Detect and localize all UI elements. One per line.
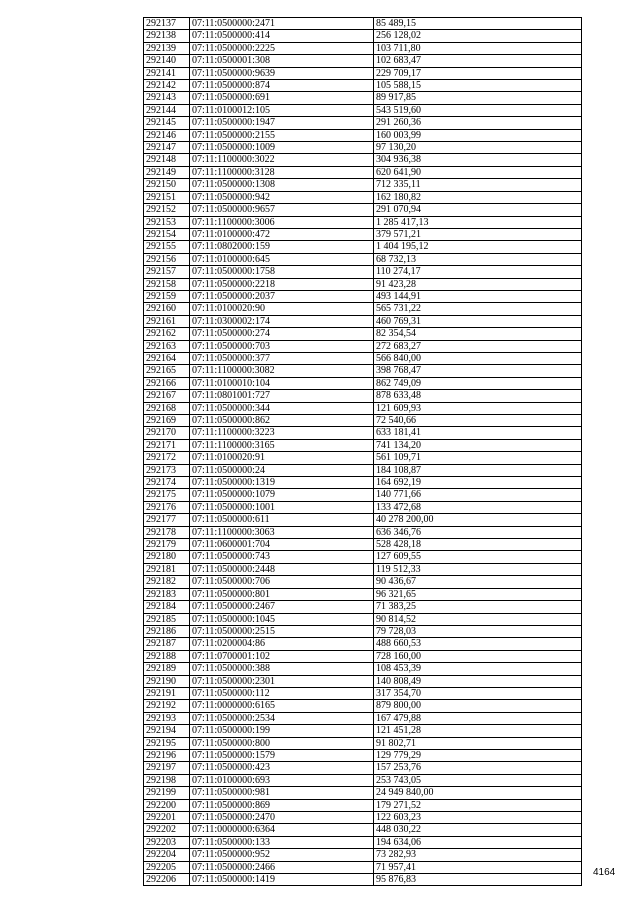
cadastral-number-cell: 07:11:0500000:2515 <box>190 625 374 637</box>
row-number-cell: 292187 <box>144 638 190 650</box>
value-cell: 253 743,05 <box>374 774 582 786</box>
value-cell: 129 779,29 <box>374 749 582 761</box>
row-number-cell: 292155 <box>144 241 190 253</box>
row-number-cell: 292176 <box>144 501 190 513</box>
value-cell: 79 728,03 <box>374 625 582 637</box>
table-row <box>144 874 582 886</box>
cadastral-number-cell: 07:11:1100000:3006 <box>190 216 374 228</box>
row-number-cell: 292200 <box>144 799 190 811</box>
cadastral-number-cell: 07:11:0600001:704 <box>190 539 374 551</box>
table-row <box>144 799 582 811</box>
cadastral-number-cell: 07:11:0500000:1045 <box>190 613 374 625</box>
value-cell: 24 949 840,00 <box>374 787 582 799</box>
table-row <box>144 439 582 451</box>
table-row <box>144 92 582 104</box>
value-cell: 878 633,48 <box>374 390 582 402</box>
value-cell: 448 030,22 <box>374 824 582 836</box>
cadastral-number-cell: 07:11:0500000:2534 <box>190 712 374 724</box>
value-cell: 184 108,87 <box>374 464 582 476</box>
table-row <box>144 812 582 824</box>
value-cell: 127 609,55 <box>374 551 582 563</box>
table-row <box>144 42 582 54</box>
row-number-cell: 292165 <box>144 365 190 377</box>
value-cell: 91 802,71 <box>374 737 582 749</box>
cadastral-number-cell: 07:11:0500000:942 <box>190 191 374 203</box>
cadastral-number-cell: 07:11:0300002:174 <box>190 315 374 327</box>
cadastral-number-cell: 07:11:0000000:6165 <box>190 700 374 712</box>
row-number-cell: 292204 <box>144 849 190 861</box>
cadastral-number-cell: 07:11:0700001:102 <box>190 650 374 662</box>
value-cell: 133 472,68 <box>374 501 582 513</box>
value-cell: 121 451,28 <box>374 725 582 737</box>
row-number-cell: 292142 <box>144 80 190 92</box>
table-row <box>144 328 582 340</box>
cadastral-number-cell: 07:11:0500000:1419 <box>190 874 374 886</box>
cadastral-number-cell: 07:11:0802000:159 <box>190 241 374 253</box>
table-row <box>144 700 582 712</box>
cadastral-number-cell: 07:11:0500000:9639 <box>190 67 374 79</box>
cadastral-number-cell: 07:11:0500000:2225 <box>190 42 374 54</box>
value-cell: 110 274,17 <box>374 266 582 278</box>
value-cell: 82 354,54 <box>374 328 582 340</box>
value-cell: 566 840,00 <box>374 352 582 364</box>
row-number-cell: 292145 <box>144 117 190 129</box>
cadastral-number-cell: 07:11:0500000:703 <box>190 340 374 352</box>
value-cell: 488 660,53 <box>374 638 582 650</box>
table-row <box>144 241 582 253</box>
value-cell: 229 709,17 <box>374 67 582 79</box>
value-cell: 95 876,83 <box>374 874 582 886</box>
value-cell: 73 282,93 <box>374 849 582 861</box>
row-number-cell: 292170 <box>144 427 190 439</box>
cadastral-number-cell: 07:11:0500000:9657 <box>190 204 374 216</box>
row-number-cell: 292153 <box>144 216 190 228</box>
table-row <box>144 80 582 92</box>
value-cell: 97 130,20 <box>374 142 582 154</box>
value-cell: 398 768,47 <box>374 365 582 377</box>
row-number-cell: 292202 <box>144 824 190 836</box>
value-cell: 493 144,91 <box>374 290 582 302</box>
cadastral-number-cell: 07:11:0500000:1579 <box>190 749 374 761</box>
table-row <box>144 452 582 464</box>
table-row <box>144 278 582 290</box>
table-row <box>144 129 582 141</box>
table-row <box>144 613 582 625</box>
row-number-cell: 292166 <box>144 377 190 389</box>
value-cell: 1 404 195,12 <box>374 241 582 253</box>
table-row <box>144 142 582 154</box>
cadastral-number-cell: 07:11:0500000:981 <box>190 787 374 799</box>
row-number-cell: 292168 <box>144 402 190 414</box>
row-number-cell: 292150 <box>144 179 190 191</box>
value-cell: 121 609,93 <box>374 402 582 414</box>
cadastral-number-cell: 07:11:0500000:1947 <box>190 117 374 129</box>
value-cell: 96 321,65 <box>374 588 582 600</box>
value-cell: 85 489,15 <box>374 18 582 30</box>
row-number-cell: 292177 <box>144 514 190 526</box>
table-row <box>144 588 582 600</box>
row-number-cell: 292201 <box>144 812 190 824</box>
cadastral-number-cell: 07:11:0500001:308 <box>190 55 374 67</box>
cadastral-number-cell: 07:11:0500000:1001 <box>190 501 374 513</box>
cadastral-number-cell: 07:11:0500000:2467 <box>190 601 374 613</box>
value-cell: 140 771,66 <box>374 489 582 501</box>
value-cell: 543 519,60 <box>374 104 582 116</box>
cadastral-number-cell: 07:11:0500000:24 <box>190 464 374 476</box>
row-number-cell: 292184 <box>144 601 190 613</box>
cadastral-number-cell: 07:11:1100000:3082 <box>190 365 374 377</box>
table-row <box>144 514 582 526</box>
table-row <box>144 253 582 265</box>
cadastral-number-cell: 07:11:1100000:3128 <box>190 166 374 178</box>
table-row <box>144 55 582 67</box>
table-row <box>144 774 582 786</box>
row-number-cell: 292172 <box>144 452 190 464</box>
value-cell: 71 383,25 <box>374 601 582 613</box>
cadastral-number-cell: 07:11:0500000:874 <box>190 80 374 92</box>
table-row <box>144 489 582 501</box>
row-number-cell: 292186 <box>144 625 190 637</box>
value-cell: 620 641,90 <box>374 166 582 178</box>
row-number-cell: 292189 <box>144 663 190 675</box>
value-cell: 179 271,52 <box>374 799 582 811</box>
table-row <box>144 117 582 129</box>
table-row <box>144 402 582 414</box>
value-cell: 71 957,41 <box>374 861 582 873</box>
value-cell: 256 128,02 <box>374 30 582 42</box>
cadastral-number-cell: 07:11:0500000:377 <box>190 352 374 364</box>
value-cell: 565 731,22 <box>374 303 582 315</box>
row-number-cell: 292158 <box>144 278 190 290</box>
table-row <box>144 551 582 563</box>
row-number-cell: 292156 <box>144 253 190 265</box>
row-number-cell: 292137 <box>144 18 190 30</box>
value-cell: 1 285 417,13 <box>374 216 582 228</box>
cadastral-number-cell: 07:11:0500000:743 <box>190 551 374 563</box>
cadastral-number-cell: 07:11:0500000:2218 <box>190 278 374 290</box>
value-cell: 272 683,27 <box>374 340 582 352</box>
cadastral-number-cell: 07:11:0500000:869 <box>190 799 374 811</box>
row-number-cell: 292146 <box>144 129 190 141</box>
cadastral-value-table <box>143 17 582 886</box>
cadastral-number-cell: 07:11:0500000:112 <box>190 687 374 699</box>
cadastral-number-cell: 07:11:0500000:2471 <box>190 18 374 30</box>
table-row <box>144 687 582 699</box>
cadastral-number-cell: 07:11:0500000:1758 <box>190 266 374 278</box>
table-row <box>144 836 582 848</box>
value-cell: 879 800,00 <box>374 700 582 712</box>
table-row <box>144 352 582 364</box>
cadastral-number-cell: 07:11:0500000:274 <box>190 328 374 340</box>
row-number-cell: 292180 <box>144 551 190 563</box>
table-row <box>144 861 582 873</box>
cadastral-number-cell: 07:11:0100000:645 <box>190 253 374 265</box>
table-row <box>144 154 582 166</box>
cadastral-number-cell: 07:11:0000000:6364 <box>190 824 374 836</box>
cadastral-number-cell: 07:11:0500000:1308 <box>190 179 374 191</box>
value-cell: 102 683,47 <box>374 55 582 67</box>
value-cell: 90 436,67 <box>374 576 582 588</box>
cadastral-number-cell: 07:11:0500000:1319 <box>190 477 374 489</box>
row-number-cell: 292148 <box>144 154 190 166</box>
row-number-cell: 292179 <box>144 539 190 551</box>
table-row <box>144 204 582 216</box>
row-number-cell: 292205 <box>144 861 190 873</box>
cadastral-number-cell: 07:11:0500000:2301 <box>190 675 374 687</box>
value-cell: 140 808,49 <box>374 675 582 687</box>
table-row <box>144 166 582 178</box>
cadastral-number-cell: 07:11:0500000:801 <box>190 588 374 600</box>
value-cell: 157 253,76 <box>374 762 582 774</box>
value-cell: 561 109,71 <box>374 452 582 464</box>
table-row <box>144 663 582 675</box>
row-number-cell: 292181 <box>144 563 190 575</box>
row-number-cell: 292140 <box>144 55 190 67</box>
value-cell: 105 588,15 <box>374 80 582 92</box>
value-cell: 636 346,76 <box>374 526 582 538</box>
table-row <box>144 539 582 551</box>
value-cell: 162 180,82 <box>374 191 582 203</box>
cadastral-number-cell: 07:11:0500000:1079 <box>190 489 374 501</box>
table-row <box>144 638 582 650</box>
cadastral-number-cell: 07:11:0500000:388 <box>190 663 374 675</box>
cadastral-number-cell: 07:11:0500000:611 <box>190 514 374 526</box>
value-cell: 633 181,41 <box>374 427 582 439</box>
table-row <box>144 18 582 30</box>
value-cell: 40 278 200,00 <box>374 514 582 526</box>
table-row <box>144 675 582 687</box>
row-number-cell: 292195 <box>144 737 190 749</box>
table-row <box>144 390 582 402</box>
value-cell: 68 732,13 <box>374 253 582 265</box>
table-row <box>144 216 582 228</box>
value-cell: 164 692,19 <box>374 477 582 489</box>
table-row <box>144 650 582 662</box>
cadastral-number-cell: 07:11:0100010:104 <box>190 377 374 389</box>
row-number-cell: 292206 <box>144 874 190 886</box>
table-row <box>144 749 582 761</box>
cadastral-number-cell: 07:11:0500000:706 <box>190 576 374 588</box>
cadastral-number-cell: 07:11:0500000:133 <box>190 836 374 848</box>
row-number-cell: 292143 <box>144 92 190 104</box>
value-cell: 90 814,52 <box>374 613 582 625</box>
row-number-cell: 292141 <box>144 67 190 79</box>
value-cell: 317 354,70 <box>374 687 582 699</box>
row-number-cell: 292173 <box>144 464 190 476</box>
cadastral-number-cell: 07:11:0500000:2155 <box>190 129 374 141</box>
row-number-cell: 292144 <box>144 104 190 116</box>
row-number-cell: 292199 <box>144 787 190 799</box>
table-row <box>144 427 582 439</box>
row-number-cell: 292193 <box>144 712 190 724</box>
row-number-cell: 292149 <box>144 166 190 178</box>
table-row <box>144 179 582 191</box>
value-cell: 528 428,18 <box>374 539 582 551</box>
value-cell: 167 479,88 <box>374 712 582 724</box>
row-number-cell: 292151 <box>144 191 190 203</box>
row-number-cell: 292196 <box>144 749 190 761</box>
value-cell: 460 769,31 <box>374 315 582 327</box>
cadastral-number-cell: 07:11:0500000:2466 <box>190 861 374 873</box>
row-number-cell: 292163 <box>144 340 190 352</box>
value-cell: 291 070,94 <box>374 204 582 216</box>
cadastral-number-cell: 07:11:0500000:2037 <box>190 290 374 302</box>
cadastral-number-cell: 07:11:0500000:691 <box>190 92 374 104</box>
row-number-cell: 292185 <box>144 613 190 625</box>
cadastral-number-cell: 07:11:1100000:3063 <box>190 526 374 538</box>
row-number-cell: 292167 <box>144 390 190 402</box>
row-number-cell: 292197 <box>144 762 190 774</box>
table-row <box>144 601 582 613</box>
table-row <box>144 787 582 799</box>
value-cell: 862 749,09 <box>374 377 582 389</box>
cadastral-number-cell: 07:11:0500000:2470 <box>190 812 374 824</box>
table-row <box>144 849 582 861</box>
row-number-cell: 292174 <box>144 477 190 489</box>
row-number-cell: 292182 <box>144 576 190 588</box>
table-row <box>144 266 582 278</box>
cadastral-number-cell: 07:11:0500000:344 <box>190 402 374 414</box>
table-row <box>144 762 582 774</box>
row-number-cell: 292175 <box>144 489 190 501</box>
row-number-cell: 292192 <box>144 700 190 712</box>
row-number-cell: 292160 <box>144 303 190 315</box>
row-number-cell: 292162 <box>144 328 190 340</box>
value-cell: 194 634,06 <box>374 836 582 848</box>
cadastral-number-cell: 07:11:0100012:105 <box>190 104 374 116</box>
row-number-cell: 292203 <box>144 836 190 848</box>
value-cell: 291 260,36 <box>374 117 582 129</box>
cadastral-number-cell: 07:11:0200004:86 <box>190 638 374 650</box>
table-row <box>144 340 582 352</box>
cadastral-number-cell: 07:11:1100000:3022 <box>190 154 374 166</box>
value-cell: 304 936,38 <box>374 154 582 166</box>
row-number-cell: 292198 <box>144 774 190 786</box>
value-cell: 712 335,11 <box>374 179 582 191</box>
row-number-cell: 292139 <box>144 42 190 54</box>
row-number-cell: 292138 <box>144 30 190 42</box>
table-row <box>144 526 582 538</box>
table-row <box>144 725 582 737</box>
row-number-cell: 292169 <box>144 415 190 427</box>
table-row <box>144 464 582 476</box>
page-number: 4164 <box>593 867 616 878</box>
row-number-cell: 292178 <box>144 526 190 538</box>
table-row <box>144 67 582 79</box>
table-row <box>144 377 582 389</box>
row-number-cell: 292190 <box>144 675 190 687</box>
cadastral-number-cell: 07:11:1100000:3165 <box>190 439 374 451</box>
value-cell: 119 512,33 <box>374 563 582 575</box>
table-row <box>144 290 582 302</box>
cadastral-number-cell: 07:11:0500000:952 <box>190 849 374 861</box>
value-cell: 108 453,39 <box>374 663 582 675</box>
value-cell: 160 003,99 <box>374 129 582 141</box>
table-row <box>144 477 582 489</box>
value-cell: 72 540,66 <box>374 415 582 427</box>
table-row <box>144 228 582 240</box>
cadastral-number-cell: 07:11:0500000:414 <box>190 30 374 42</box>
cadastral-number-cell: 07:11:0500000:199 <box>190 725 374 737</box>
table-row <box>144 415 582 427</box>
row-number-cell: 292164 <box>144 352 190 364</box>
cadastral-number-cell: 07:11:0100000:472 <box>190 228 374 240</box>
table-row <box>144 365 582 377</box>
value-cell: 379 571,21 <box>374 228 582 240</box>
table-row <box>144 824 582 836</box>
cadastral-number-cell: 07:11:0100000:693 <box>190 774 374 786</box>
cadastral-number-cell: 07:11:0500000:862 <box>190 415 374 427</box>
cadastral-number-cell: 07:11:0500000:423 <box>190 762 374 774</box>
cadastral-number-cell: 07:11:0100020:91 <box>190 452 374 464</box>
value-cell: 728 160,00 <box>374 650 582 662</box>
row-number-cell: 292157 <box>144 266 190 278</box>
row-number-cell: 292159 <box>144 290 190 302</box>
value-cell: 122 603,23 <box>374 812 582 824</box>
table-row <box>144 576 582 588</box>
table-row <box>144 191 582 203</box>
table-body <box>144 18 582 886</box>
row-number-cell: 292188 <box>144 650 190 662</box>
table-row <box>144 563 582 575</box>
table-row <box>144 712 582 724</box>
row-number-cell: 292147 <box>144 142 190 154</box>
row-number-cell: 292183 <box>144 588 190 600</box>
table-row <box>144 315 582 327</box>
table-row <box>144 501 582 513</box>
row-number-cell: 292152 <box>144 204 190 216</box>
table-row <box>144 104 582 116</box>
row-number-cell: 292161 <box>144 315 190 327</box>
cadastral-number-cell: 07:11:0500000:2448 <box>190 563 374 575</box>
row-number-cell: 292194 <box>144 725 190 737</box>
row-number-cell: 292191 <box>144 687 190 699</box>
table-row <box>144 303 582 315</box>
row-number-cell: 292154 <box>144 228 190 240</box>
cadastral-number-cell: 07:11:0100020:90 <box>190 303 374 315</box>
value-cell: 89 917,85 <box>374 92 582 104</box>
cadastral-number-cell: 07:11:0500000:800 <box>190 737 374 749</box>
value-cell: 741 134,20 <box>374 439 582 451</box>
table-row <box>144 737 582 749</box>
value-cell: 103 711,80 <box>374 42 582 54</box>
cadastral-number-cell: 07:11:0500000:1009 <box>190 142 374 154</box>
table-row <box>144 30 582 42</box>
cadastral-number-cell: 07:11:1100000:3223 <box>190 427 374 439</box>
table-row <box>144 625 582 637</box>
row-number-cell: 292171 <box>144 439 190 451</box>
cadastral-number-cell: 07:11:0801001:727 <box>190 390 374 402</box>
value-cell: 91 423,28 <box>374 278 582 290</box>
